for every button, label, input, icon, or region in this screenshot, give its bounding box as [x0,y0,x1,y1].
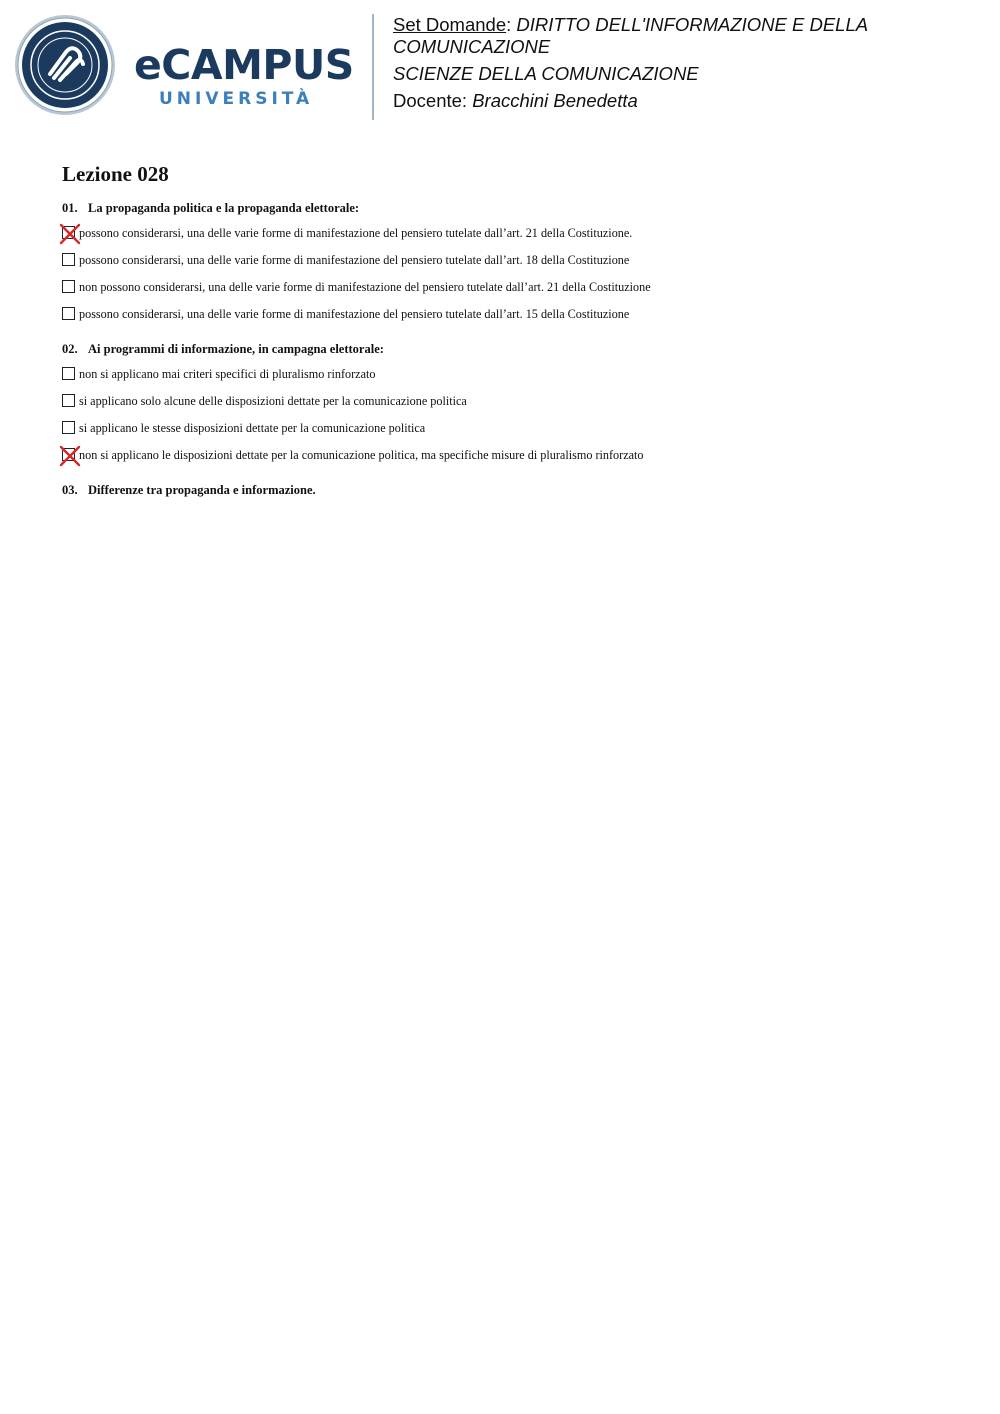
answer-list [62,360,942,468]
question-block [62,482,942,498]
header-divider [372,14,374,120]
question-text [62,341,942,357]
question-label: La propaganda politica e la propaganda elettorale: [88,201,360,215]
question-number: 02. [62,342,78,356]
answer-text: possono considerarsi, una delle varie forme di manifestazione del pensiero tutelate dall’art. 18 della Costituzione [79,252,630,267]
ecampus-wordmark-logo [134,40,359,116]
checkbox[interactable] [62,253,75,266]
quiz-content [62,160,942,512]
question-list [62,200,942,498]
teacher-name: Bracchini Benedetta [472,90,638,111]
checkbox[interactable] [62,421,75,434]
header-info [393,14,963,112]
checkbox[interactable] [62,280,75,293]
answer-option[interactable] [62,441,942,468]
checkbox[interactable] [62,367,75,380]
brand-sub-text: UNIVERSITÀ [159,89,314,109]
answer-option[interactable] [62,273,942,300]
question-number: 01. [62,201,78,215]
answer-text: possono considerarsi, una delle varie forme di manifestazione del pensiero tutelate dall’art. 21 della Costituzione. [79,225,633,240]
checkbox[interactable] [62,307,75,320]
answer-option[interactable] [62,414,942,441]
answer-text: possono considerarsi, una delle varie forme di manifestazione del pensiero tutelate dall’art. 15 della Costituzione [79,306,630,321]
answer-text: non si applicano mai criteri specifici di pluralismo rinforzato [79,366,376,381]
question-label: Differenze tra propaganda e informazione. [88,483,316,497]
lesson-title: Lezione 028 [62,162,169,186]
answer-text: si applicano solo alcune delle disposizioni dettate per la comunicazione politica [79,393,467,408]
answer-text: non si applicano le disposizioni dettate per la comunicazione politica, ma specifiche misure di pluralismo rinforzato [79,447,644,462]
set-title-2: COMUNICAZIONE [393,36,551,57]
set-title-1: DIRITTO DELL'INFORMAZIONE E DELLA [516,14,869,35]
question-text [62,482,942,498]
question-block [62,200,942,327]
checked-checkbox[interactable] [62,448,75,461]
answer-option[interactable] [62,219,942,246]
teacher-label: Docente: [393,90,468,111]
set-colon: : [506,14,512,35]
answer-text: si applicano le stesse disposizioni dettate per la comunicazione politica [79,420,426,435]
answer-list [62,219,942,327]
answer-option[interactable] [62,246,942,273]
answer-text: non possono considerarsi, una delle varie forme di manifestazione del pensiero tutelate dall’art. 21 della Costituzione [79,279,651,294]
set-title-line [393,14,963,36]
cross-mark-icon [58,444,82,468]
checkbox[interactable] [62,394,75,407]
answer-option[interactable] [62,300,942,327]
course-name: SCIENZE DELLA COMUNICAZIONE [393,63,699,84]
brand-main-text: eCAMPUS [134,41,354,89]
ecampus-seal-logo [14,14,116,116]
answer-option[interactable] [62,360,942,387]
set-label: Set Domande [393,14,507,35]
question-block [62,341,942,468]
teacher-line [393,90,963,112]
checked-checkbox[interactable] [62,226,75,239]
cross-mark-icon [58,222,82,246]
answer-option[interactable] [62,387,942,414]
question-text [62,200,942,216]
question-number: 03. [62,483,78,497]
question-label: Ai programmi di informazione, in campagna elettorale: [88,342,384,356]
